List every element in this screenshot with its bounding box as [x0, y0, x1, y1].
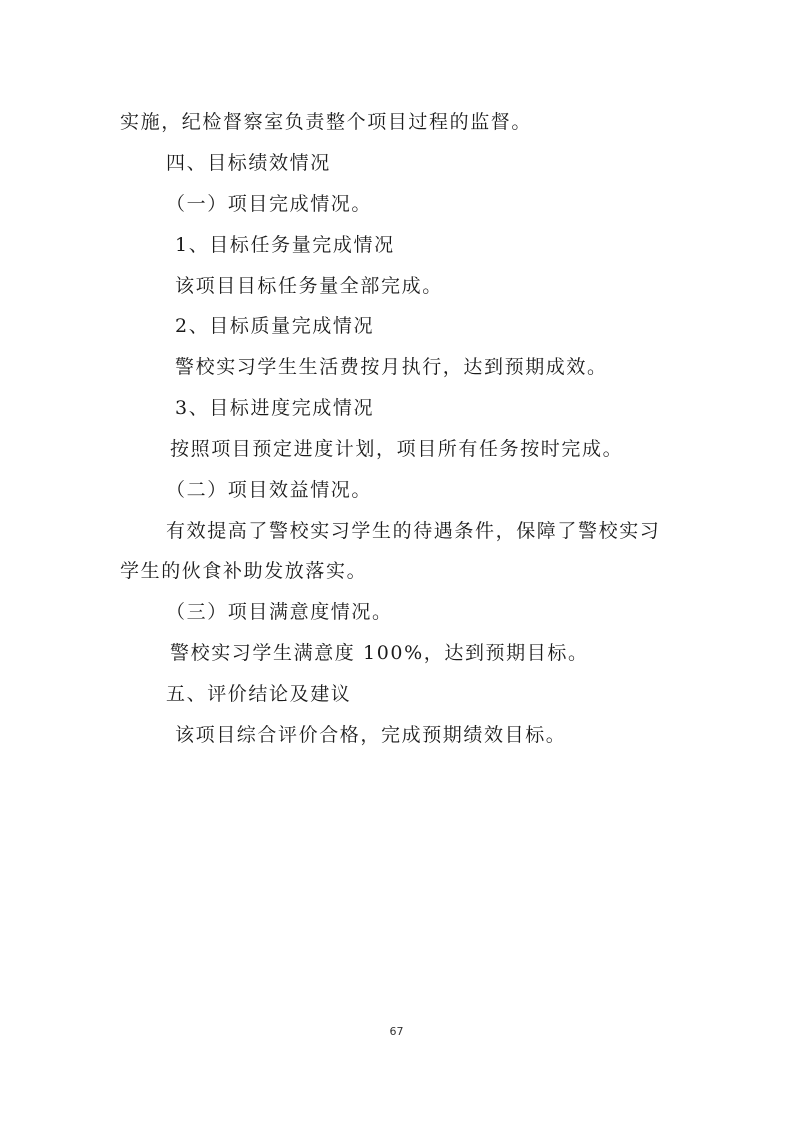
body-text-line: 警校实习学生生活费按月执行，达到预期成效。 — [175, 356, 608, 378]
body-text-line: 该项目目标任务量全部完成。 — [175, 275, 443, 297]
subsection-heading-completion: （一）项目完成情况。 — [166, 193, 373, 215]
body-text-line: 学生的伙食补助发放落实。 — [120, 560, 368, 582]
section-heading-conclusion: 五、评价结论及建议 — [166, 683, 352, 705]
subsection-heading-satisfaction: （三）项目满意度情况。 — [166, 601, 393, 623]
item-heading-task-quantity: 1、目标任务量完成情况 — [175, 234, 395, 256]
section-heading-targets: 四、目标绩效情况 — [166, 152, 331, 174]
body-text-line: 实施，纪检督察室负责整个项目过程的监督。 — [120, 111, 533, 133]
body-text-line: 按照项目预定进度计划，项目所有任务按时完成。 — [170, 438, 624, 460]
body-text-line: 该项目综合评价合格，完成预期绩效目标。 — [175, 724, 567, 746]
page-number: 67 — [389, 1025, 404, 1038]
body-text-line: 警校实习学生满意度 100%，达到预期目标。 — [170, 642, 589, 664]
item-heading-quality: 2、目标质量完成情况 — [175, 315, 375, 337]
body-text-line: 有效提高了警校实习学生的待遇条件，保障了警校实习 — [166, 520, 661, 542]
item-heading-progress: 3、目标进度完成情况 — [175, 397, 375, 419]
subsection-heading-benefits: （二）项目效益情况。 — [166, 479, 373, 501]
